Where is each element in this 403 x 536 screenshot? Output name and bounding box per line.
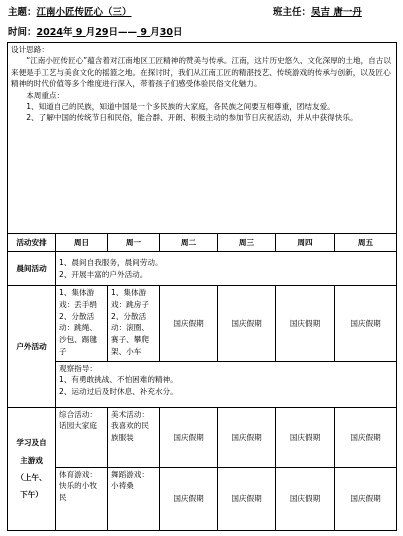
study-row-a [8, 408, 397, 468]
corner-label: 活动安排 [8, 234, 56, 252]
morning-label: 晨间活动 [8, 252, 56, 286]
focus-point-2: 2、了解中国的传统节日和民俗，能合群、开朗、积极主动的参加节日庆祝活动，并从中获得快乐。 [26, 113, 358, 123]
weekly-plan-table [7, 42, 397, 531]
theme-line [8, 4, 132, 18]
study-wed-a: 国庆假期 [218, 408, 276, 468]
day-mon: 周一 [108, 234, 160, 252]
outdoor-mon-line-2: 2、分散活动：滚圈、赛子、攀爬架、小车 [111, 311, 149, 356]
study-sun-b: 体育游戏：快乐的小牧民 [56, 468, 108, 531]
theme-label: 主题： [8, 7, 37, 18]
teacher-line [273, 4, 362, 18]
study-tue-b: 国庆假期 [160, 468, 218, 531]
study-mon-b: 舞蹈游戏：小祷桑 [108, 468, 160, 531]
day-fri: 周五 [335, 234, 397, 252]
theme-value: 江南小匠传匠心（三） [36, 7, 132, 18]
date-dash: —— [118, 27, 137, 38]
study-fri-a: 国庆假期 [335, 408, 397, 468]
study-thu-a: 国庆假期 [276, 408, 335, 468]
outdoor-row [8, 286, 397, 362]
design-cell [8, 43, 397, 234]
teacher-names: 吴吉 唐一丹 [311, 7, 362, 18]
study-fri-b: 国庆假期 [335, 468, 397, 531]
focus-label: 本周重点： [26, 90, 65, 100]
outdoor-thu: 国庆假期 [276, 286, 335, 362]
outdoor-wed: 国庆假期 [218, 286, 276, 362]
study-row-b [8, 468, 397, 531]
outdoor-sun [56, 286, 108, 362]
teacher-label: 班主任： [273, 7, 312, 18]
end-day: 30 [159, 27, 173, 38]
morning-cell [56, 252, 397, 286]
study-thu-b: 国庆假期 [276, 468, 335, 531]
morning-line-1: 1、晨间自我服务，晨间劳动。 [59, 258, 163, 268]
observe-row [8, 362, 397, 408]
focus-point-1: 1、知道自己的民族，知道中国是一个多民族的大家庭，各民族之间要互相尊重，团结友爱。 [26, 101, 335, 111]
design-paragraph: “江南小匠传匠心”蕴含着对江南地区工匠精神的赞美与传承。江南，这片历史悠久、文化深厚的土地，自古以来便是手工艺与美食文化的摇篮之地。在探讨时，我们从江南工匠的精湛技艺、传统游戏的传承与创新，以及匠心精神的时代价值等多个维度进行深入，带着孩子们感受体验民俗文化魅力。 [11, 56, 391, 89]
start-month: 9 [75, 27, 83, 38]
end-month: 9 [140, 27, 147, 38]
outdoor-label: 户外活动 [8, 286, 56, 408]
outdoor-fri: 国庆假期 [335, 286, 397, 362]
study-wed-b: 国庆假期 [218, 468, 276, 531]
observe-cell [56, 362, 397, 408]
observe-line-1: 1、有勇敢挑战、不怕困难的精神。 [59, 375, 178, 385]
day-tue: 周二 [160, 234, 218, 252]
time-label: 时间： [8, 27, 37, 38]
observe-title: 观察指导： [59, 364, 97, 373]
design-row [8, 43, 397, 234]
day-wed: 周三 [218, 234, 276, 252]
day-sun: 周日 [56, 234, 108, 252]
outdoor-tue: 国庆假期 [160, 286, 218, 362]
observe-line-2: 2、运动过后及时休息、补充水分。 [59, 386, 178, 396]
study-mon-a: 美术活动：我喜欢的民族服装 [108, 408, 160, 468]
morning-line-2: 2、开展丰富的户外活动。 [59, 269, 148, 279]
outdoor-mon-line-1: 1、集体游戏：跳房子 [111, 288, 149, 309]
start-day: 29 [95, 27, 109, 38]
day-header-row [8, 234, 397, 252]
time-year: 2024 [36, 27, 63, 38]
outdoor-sun-line-2: 2、分散活动：跳绳、沙包、踢毽子 [59, 311, 97, 356]
outdoor-mon [108, 286, 160, 362]
study-tue-a: 国庆假期 [160, 408, 218, 468]
time-line: 时间：2024年 9 月29日—— 9 月30日 [8, 27, 183, 38]
outdoor-sun-line-1: 1、集体游戏：丢手绢 [59, 288, 97, 309]
study-sun-a: 综合活动：话园大家庭 [56, 408, 108, 468]
day-thu: 周四 [276, 234, 335, 252]
design-label: 设计思路： [11, 45, 49, 54]
study-label: 学习及自 主游戏 （上午、 下午） [8, 408, 56, 531]
morning-row [8, 252, 397, 286]
